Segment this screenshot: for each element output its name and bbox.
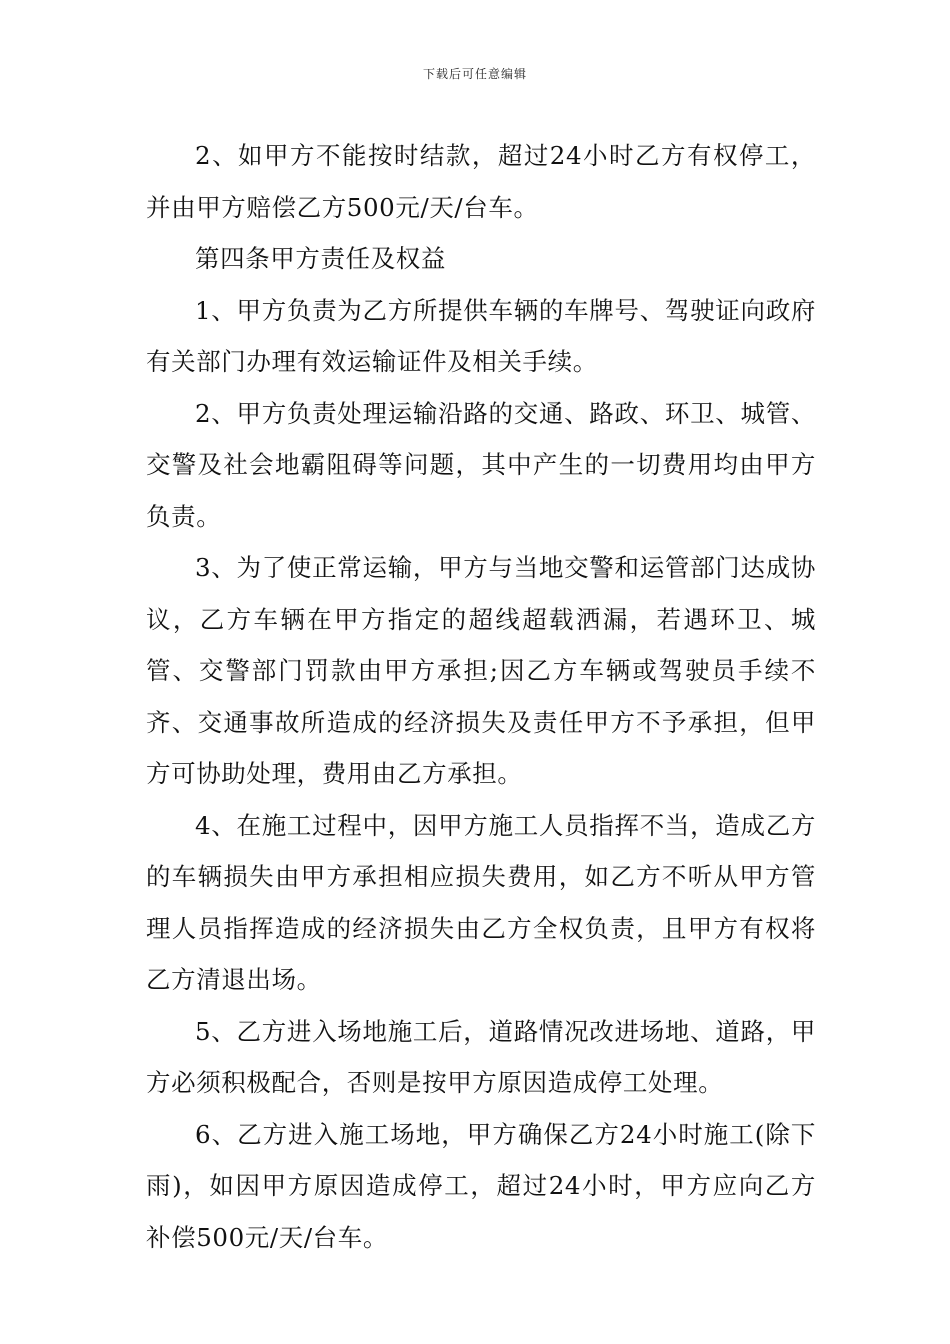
page-header-note: 下载后可任意编辑 (422, 67, 527, 81)
paragraph-clause-3: 3、为了使正常运输，甲方与当地交警和运管部门达成协议，乙方车辆在甲方指定的超线超载洒漏，若遇环卫、城管、交警部门罚款由甲方承担;因乙方车辆或驾驶员手续不齐、交通事故所造成的经济损失及责任甲方不予承担，但甲方可协助处理，费用由乙方承担。 (146, 553, 816, 788)
paragraph-clause-6: 6、乙方进入施工场地，甲方确保乙方24小时施工(除下雨)，如因甲方原因造成停工，超过24小时，甲方应向乙方补偿500元/天/台车。 (146, 1119, 816, 1252)
section-heading-article-4: 第四条甲方责任及权益 (195, 244, 446, 273)
paragraph-clause-2: 2、甲方负责处理运输沿路的交通、路政、环卫、城管、交警及社会地霸阻碍等问题，其中产生的一切费用均由甲方负责。 (146, 398, 816, 531)
paragraph-clause-1: 1、甲方负责为乙方所提供车辆的车牌号、驾驶证向政府有关部门办理有效运输证件及相关手续。 (146, 295, 816, 376)
paragraph-clause-4: 4、在施工过程中，因甲方施工人员指挥不当，造成乙方的车辆损失由甲方承担相应损失费用，如乙方不听从甲方管理人员指挥造成的经济损失由乙方全权负责，且甲方有权将乙方清退出场。 (146, 810, 816, 994)
paragraph-clause-5: 5、乙方进入场地施工后，道路情况改进场地、道路，甲方必须积极配合，否则是按甲方原因造成停工处理。 (146, 1016, 816, 1097)
paragraph-payment-clause-2: 2、如甲方不能按时结款，超过24小时乙方有权停工，并由甲方赔偿乙方500元/天/台车。 (146, 141, 816, 222)
document-body (146, 130, 816, 1263)
